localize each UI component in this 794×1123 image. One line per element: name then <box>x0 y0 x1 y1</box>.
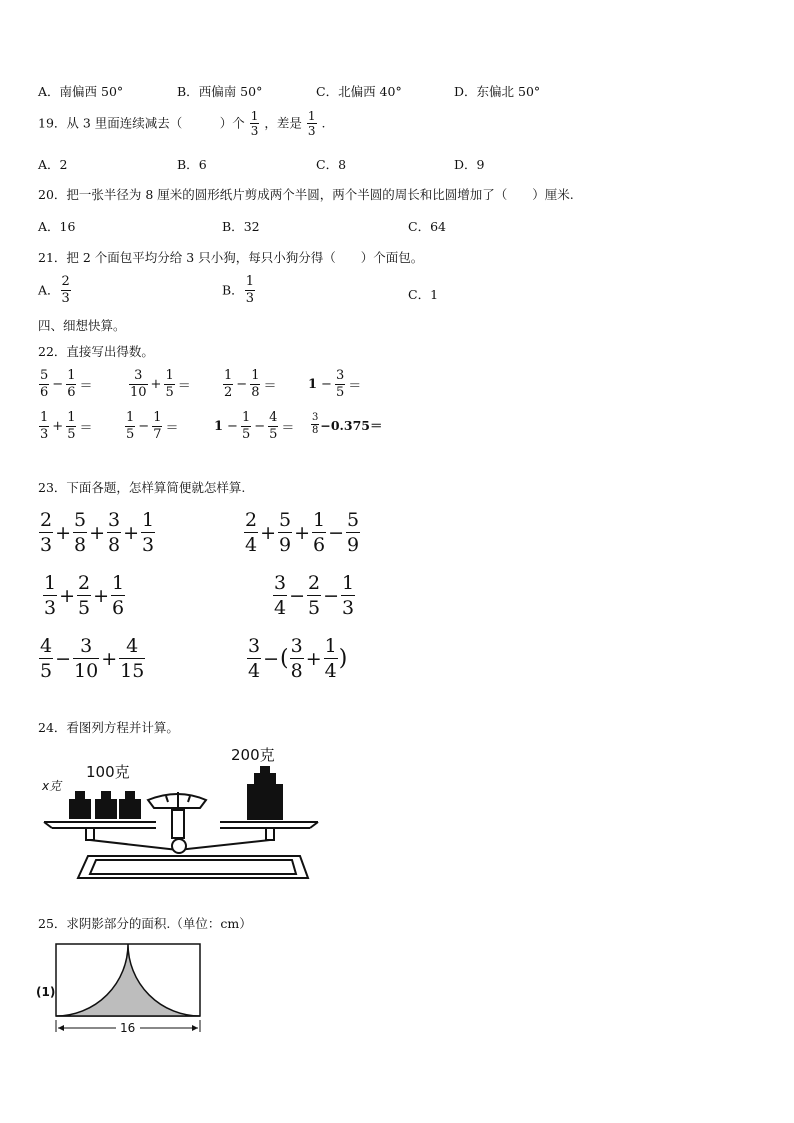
left-weight-100a <box>96 792 116 818</box>
q21-option-a: A． $\frac{2}{3}$ <box>38 274 70 306</box>
q22-expr-7: 1 − $\frac{1}{5}$ − $\frac{4}{5}$ ＝ <box>214 410 295 442</box>
q23-title: 23．下面各题，怎样算简便就怎样算. <box>38 480 246 495</box>
q20-option-c: C．64 <box>408 219 446 234</box>
q22-expr-5: $\frac{1}{3}$ + $\frac{1}{5}$ ＝ <box>40 410 93 442</box>
shaded-area-figure <box>36 940 206 1040</box>
q19-option-c: C．8 <box>316 157 347 172</box>
fraction: $\frac{1}{3}$ <box>307 109 316 138</box>
left-weight-x <box>70 792 90 818</box>
section-heading: 四、细想快算。 <box>38 318 126 333</box>
q18-option-a: A．南偏西 50° <box>38 84 124 99</box>
q19-option-d: D．9 <box>454 157 485 172</box>
q20-option-b: B．32 <box>222 219 260 234</box>
label-200-grams: 200克 <box>231 746 275 764</box>
q23-expr-3b: $\frac{3}{4}$ −( $\frac{3}{8}$ + $\frac{1}{4}$ ) <box>248 635 348 682</box>
q23-expr-3a: $\frac{4}{5}$ − $\frac{3}{10}$ + $\frac{4}{15}$ <box>40 635 145 682</box>
q22-expr-2: $\frac{3}{10}$ + $\frac{1}{5}$ ＝ <box>130 368 191 400</box>
q22-expr-8: $\frac{3}{8}$ −0.375＝ <box>312 412 383 436</box>
q21-option-c: C．1 <box>408 287 439 302</box>
q22-expr-3: $\frac{1}{2}$ − $\frac{1}{8}$ ＝ <box>224 368 277 400</box>
right-weight-200 <box>248 767 282 819</box>
left-weight-100b <box>120 792 140 818</box>
q21-option-b: B． $\frac{1}{3}$ <box>222 274 254 306</box>
q18-option-c: C．北偏西 40° <box>316 84 402 99</box>
q19-option-b: B．6 <box>177 157 207 172</box>
dimension-label: 16 <box>120 1021 136 1035</box>
q23-expr-1a: $\frac{2}{3}$ + $\frac{5}{8}$ + $\frac{3}{8}$ + $\frac{1}{3}$ <box>40 509 155 556</box>
figure-label: (1) <box>36 985 56 999</box>
q18-option-b: B．西偏南 50° <box>177 84 263 99</box>
q22-title: 22．直接写出得数。 <box>38 344 154 359</box>
q22-expr-6: $\frac{1}{5}$ − $\frac{1}{7}$ ＝ <box>126 410 179 442</box>
q23-expr-2a: $\frac{1}{3}$ + $\frac{2}{5}$ + $\frac{1}{6}$ <box>44 572 125 619</box>
q22-expr-4: 1 − $\frac{3}{5}$ ＝ <box>308 368 362 400</box>
q23-expr-1b: $\frac{2}{4}$ + $\frac{5}{9}$ + $\frac{1}{6}$ − $\frac{5}{9}$ <box>245 509 360 556</box>
q20-option-a: A．16 <box>38 219 76 234</box>
q20-question: 20．把一张半径为 8 厘米的圆形纸片剪成两个半圆，两个半圆的周长和比圆增加了（ ）厘米. <box>38 187 574 202</box>
q23-expr-2b: $\frac{3}{4}$ − $\frac{2}{5}$ − $\frac{1}{3}$ <box>274 572 355 619</box>
q19-question: 19．从 3 里面连续减去（ ）个 $\frac{1}{3}$ ，差是 $\frac{1}{3}$ . <box>38 109 326 138</box>
q24-title: 24．看图列方程并计算。 <box>38 720 179 735</box>
balance-scale-figure <box>38 740 328 890</box>
q25-title: 25．求阴影部分的面积.（单位：cm） <box>38 916 252 931</box>
q21-question: 21．把 2 个面包平均分给 3 只小狗，每只小狗分得（ ）个面包。 <box>38 250 424 265</box>
label-x-grams: x克 <box>42 779 62 793</box>
label-100-grams: 100克 <box>86 763 130 781</box>
q22-expr-1: $\frac{5}{6}$ − $\frac{1}{6}$ ＝ <box>40 368 93 400</box>
q19-option-a: A．2 <box>38 157 68 172</box>
q18-option-d: D．东偏北 50° <box>454 84 541 99</box>
fraction: $\frac{1}{3}$ <box>250 109 259 138</box>
